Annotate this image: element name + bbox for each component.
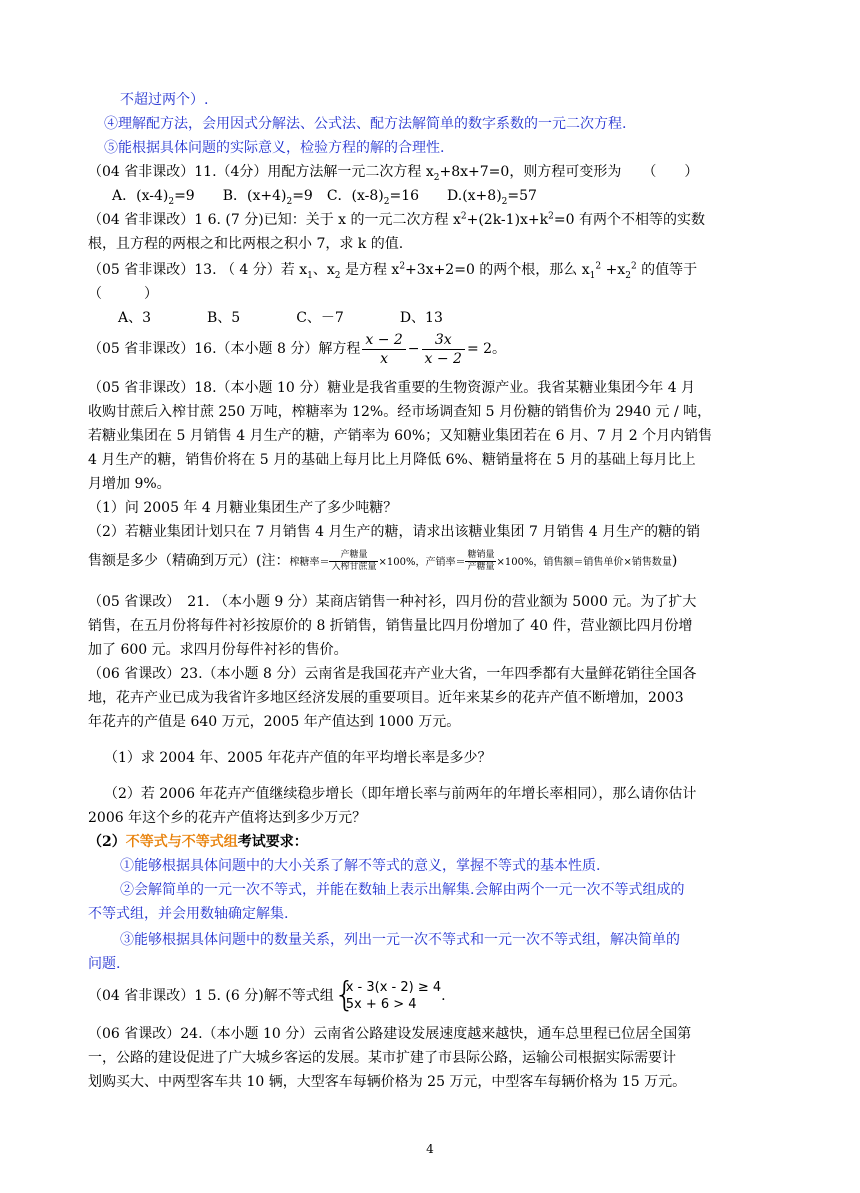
text-line: （1）问 2005 年 4 月糖业集团生产了多少吨糖？ xyxy=(88,500,398,516)
text-line: （05 省非课改）18.（本小题 10 分）糖业是我省重要的生物资源产业。我省某糖业集团今年 4 月 xyxy=(88,380,696,396)
text-line: 不超过两个）. xyxy=(120,92,209,108)
text-line: 年花卉的产值是 640 万元，2005 年产值达到 1000 万元。 xyxy=(88,714,461,730)
text-line: 地，花卉产业已成为我省许多地区经济发展的重要项目。近年来某乡的花卉产值不断增加，2003 xyxy=(88,690,684,706)
text-line: 收购甘蔗后入榨甘蔗 250 万吨，榨糖率为 12%。经市场调查知 5 月份糖的销售价为 2940 元 / 吨， xyxy=(88,404,712,420)
text-line: 销售，在五月份将每件衬衫按原价的 8 折销售，销售量比四月份增加了 40 件，营业额比四月份增 xyxy=(88,618,693,634)
question-18-note: 售额是多少（精确到万元）(注：榨糖率＝ $\frac{\text{产糖量}}{\text{入榨甘蔗量}}$ ×100%，产销率＝ $\frac{\text{糖销量}}{\text{产糖量}}$ ×100%，销售额＝销售单价×销售数量) xyxy=(88,549,678,572)
text-line: 问题. xyxy=(88,956,121,972)
text-line: （2）若 2006 年花卉产值继续稳步增长（即年增长率与前两年的年增长率相同），那么请你估计 xyxy=(104,786,697,802)
text-line: ③能够根据具体问题中的数量关系，列出一元一次不等式和一元一次不等式组，解决简单的 xyxy=(120,932,680,948)
answer-paren: （ ） xyxy=(88,286,158,302)
text-line: ①能够根据具体问题中的大小关系了解不等式的意义，掌握不等式的基本性质. xyxy=(120,858,601,874)
text-line: ②会解简单的一元一次不等式，并能在数轴上表示出解集.会解由两个一元一次不等式组成的 xyxy=(120,882,685,898)
text-line: 月增加 9%。 xyxy=(88,476,171,492)
text-line: （06 省课改）24.（本小题 10 分）云南省公路建设发展速度越来越快，通车总里程已位居全国第 xyxy=(88,1026,692,1042)
text-line: 4 月生产的糖，销售价将在 5 月的基础上每月比上月降低 6%、糖销量将在 5 月的基础上每月比上 xyxy=(88,452,696,468)
question-11: （04 省非课改）11.（4分）用配方法解一元二次方程 $x_2+8x+7=0$，则方程可变形为 （ ） xyxy=(88,164,699,183)
text-line: （1）求 2004 年、2005 年花卉产值的年平均增长率是多少？ xyxy=(104,750,492,766)
text-line: （2）若糖业集团计划只在 7 月销售 4 月生产的糖，请求出该糖业集团 7 月销售 4 月生产的糖的销 xyxy=(88,524,701,540)
inequality-system: { x - 3(x - 2) ≥ 4 5x + 6 > 4 xyxy=(333,975,442,1015)
fraction: $\frac{\text{糖销量}}{\text{产糖量}}$ xyxy=(467,549,495,572)
text-line: 若糖业集团在 5 月销售 4 月生产的糖，产销率为 60%；又知糖业集团若在 6 月、7 月 2 个月内销售 xyxy=(88,428,713,444)
brace: { xyxy=(333,975,356,1015)
text-line: （06 省课改）23.（本小题 8 分）云南省是我国花卉产业大省，一年四季都有大量鲜花销往全国各 xyxy=(88,666,697,682)
section-heading: （2）不等式与不等式组考试要求： xyxy=(88,834,308,850)
text-line: 不等式组，并会用数轴确定解集. xyxy=(88,906,289,922)
question-11-options: A．$(x-4)_2=9$ B．$(x+4)_2=9$ C．$(x-8)_2=16$ $D.(x+8)_2=57$ xyxy=(112,188,537,207)
text-line: 划购买大、中两型客车共 10 辆，大型客车每辆价格为 25 万元，中型客车每辆价格为 15 万元。 xyxy=(88,1074,687,1090)
text-line: ④理解配方法，会用因式分解法、公式法、配方法解简单的数字系数的一元二次方程. xyxy=(104,116,627,132)
fraction: $\frac{x - 2}{x}$ xyxy=(362,331,405,368)
question-13-options: A、3 B、5 C、－7 D、13 xyxy=(118,310,443,326)
section-title: 不等式与不等式组 xyxy=(125,834,238,850)
text-line: ⑤能根据具体问题的实际意义，检验方程的解的合理性. xyxy=(104,140,445,156)
question-16: （04 省非课改）1 6. (7 分)已知：关于 x 的一元二次方程 $x^2+(2k-1)x+k^2=0$ 有两个不相等的实数 xyxy=(88,211,705,228)
fraction: $\frac{\text{产糖量}}{\text{入榨甘蔗量}}$ xyxy=(331,549,377,572)
fraction: $\frac{3x}{x - 2}$ xyxy=(422,331,465,368)
text-line: 加了 600 元。求四月份每件衬衫的售价。 xyxy=(88,642,348,658)
page-number: 4 xyxy=(426,1142,434,1156)
text-line: 一，公路的建设促进了广大城乡客运的发展。某市扩建了市县际公路，运输公司根据实际需要计 xyxy=(88,1050,676,1066)
text-line: 根，且方程的两根之和比两根之积小 7，求 k 的值. xyxy=(88,236,404,252)
question-13: （05 省非课改）13. （ 4 分）若 $x_1$、$x_2$ 是方程 $x^2+3x+2=0$ 的两个根，那么 $x_1^2 +x_2^2$ 的值等于 xyxy=(88,261,698,281)
question-16-equation: （05 省非课改）16.（本小题 8 分）解方程 $\frac{x - 2}{x}$ − $\frac{3x}{x - 2}$ = 2。 xyxy=(88,331,507,367)
question-15: （04 省非课改）1 5. (6 分)解不等式组 { x - 3(x - 2) ≥ 4 5x + 6 > 4 . xyxy=(88,975,446,1015)
text-line: （05 省课改） 21. （本小题 9 分）某商店销售一种衬衫，四月份的营业额为 5000 元。为了扩大 xyxy=(88,594,697,610)
text-line: 2006 年这个乡的花卉产值将达到多少万元？ xyxy=(88,810,367,826)
